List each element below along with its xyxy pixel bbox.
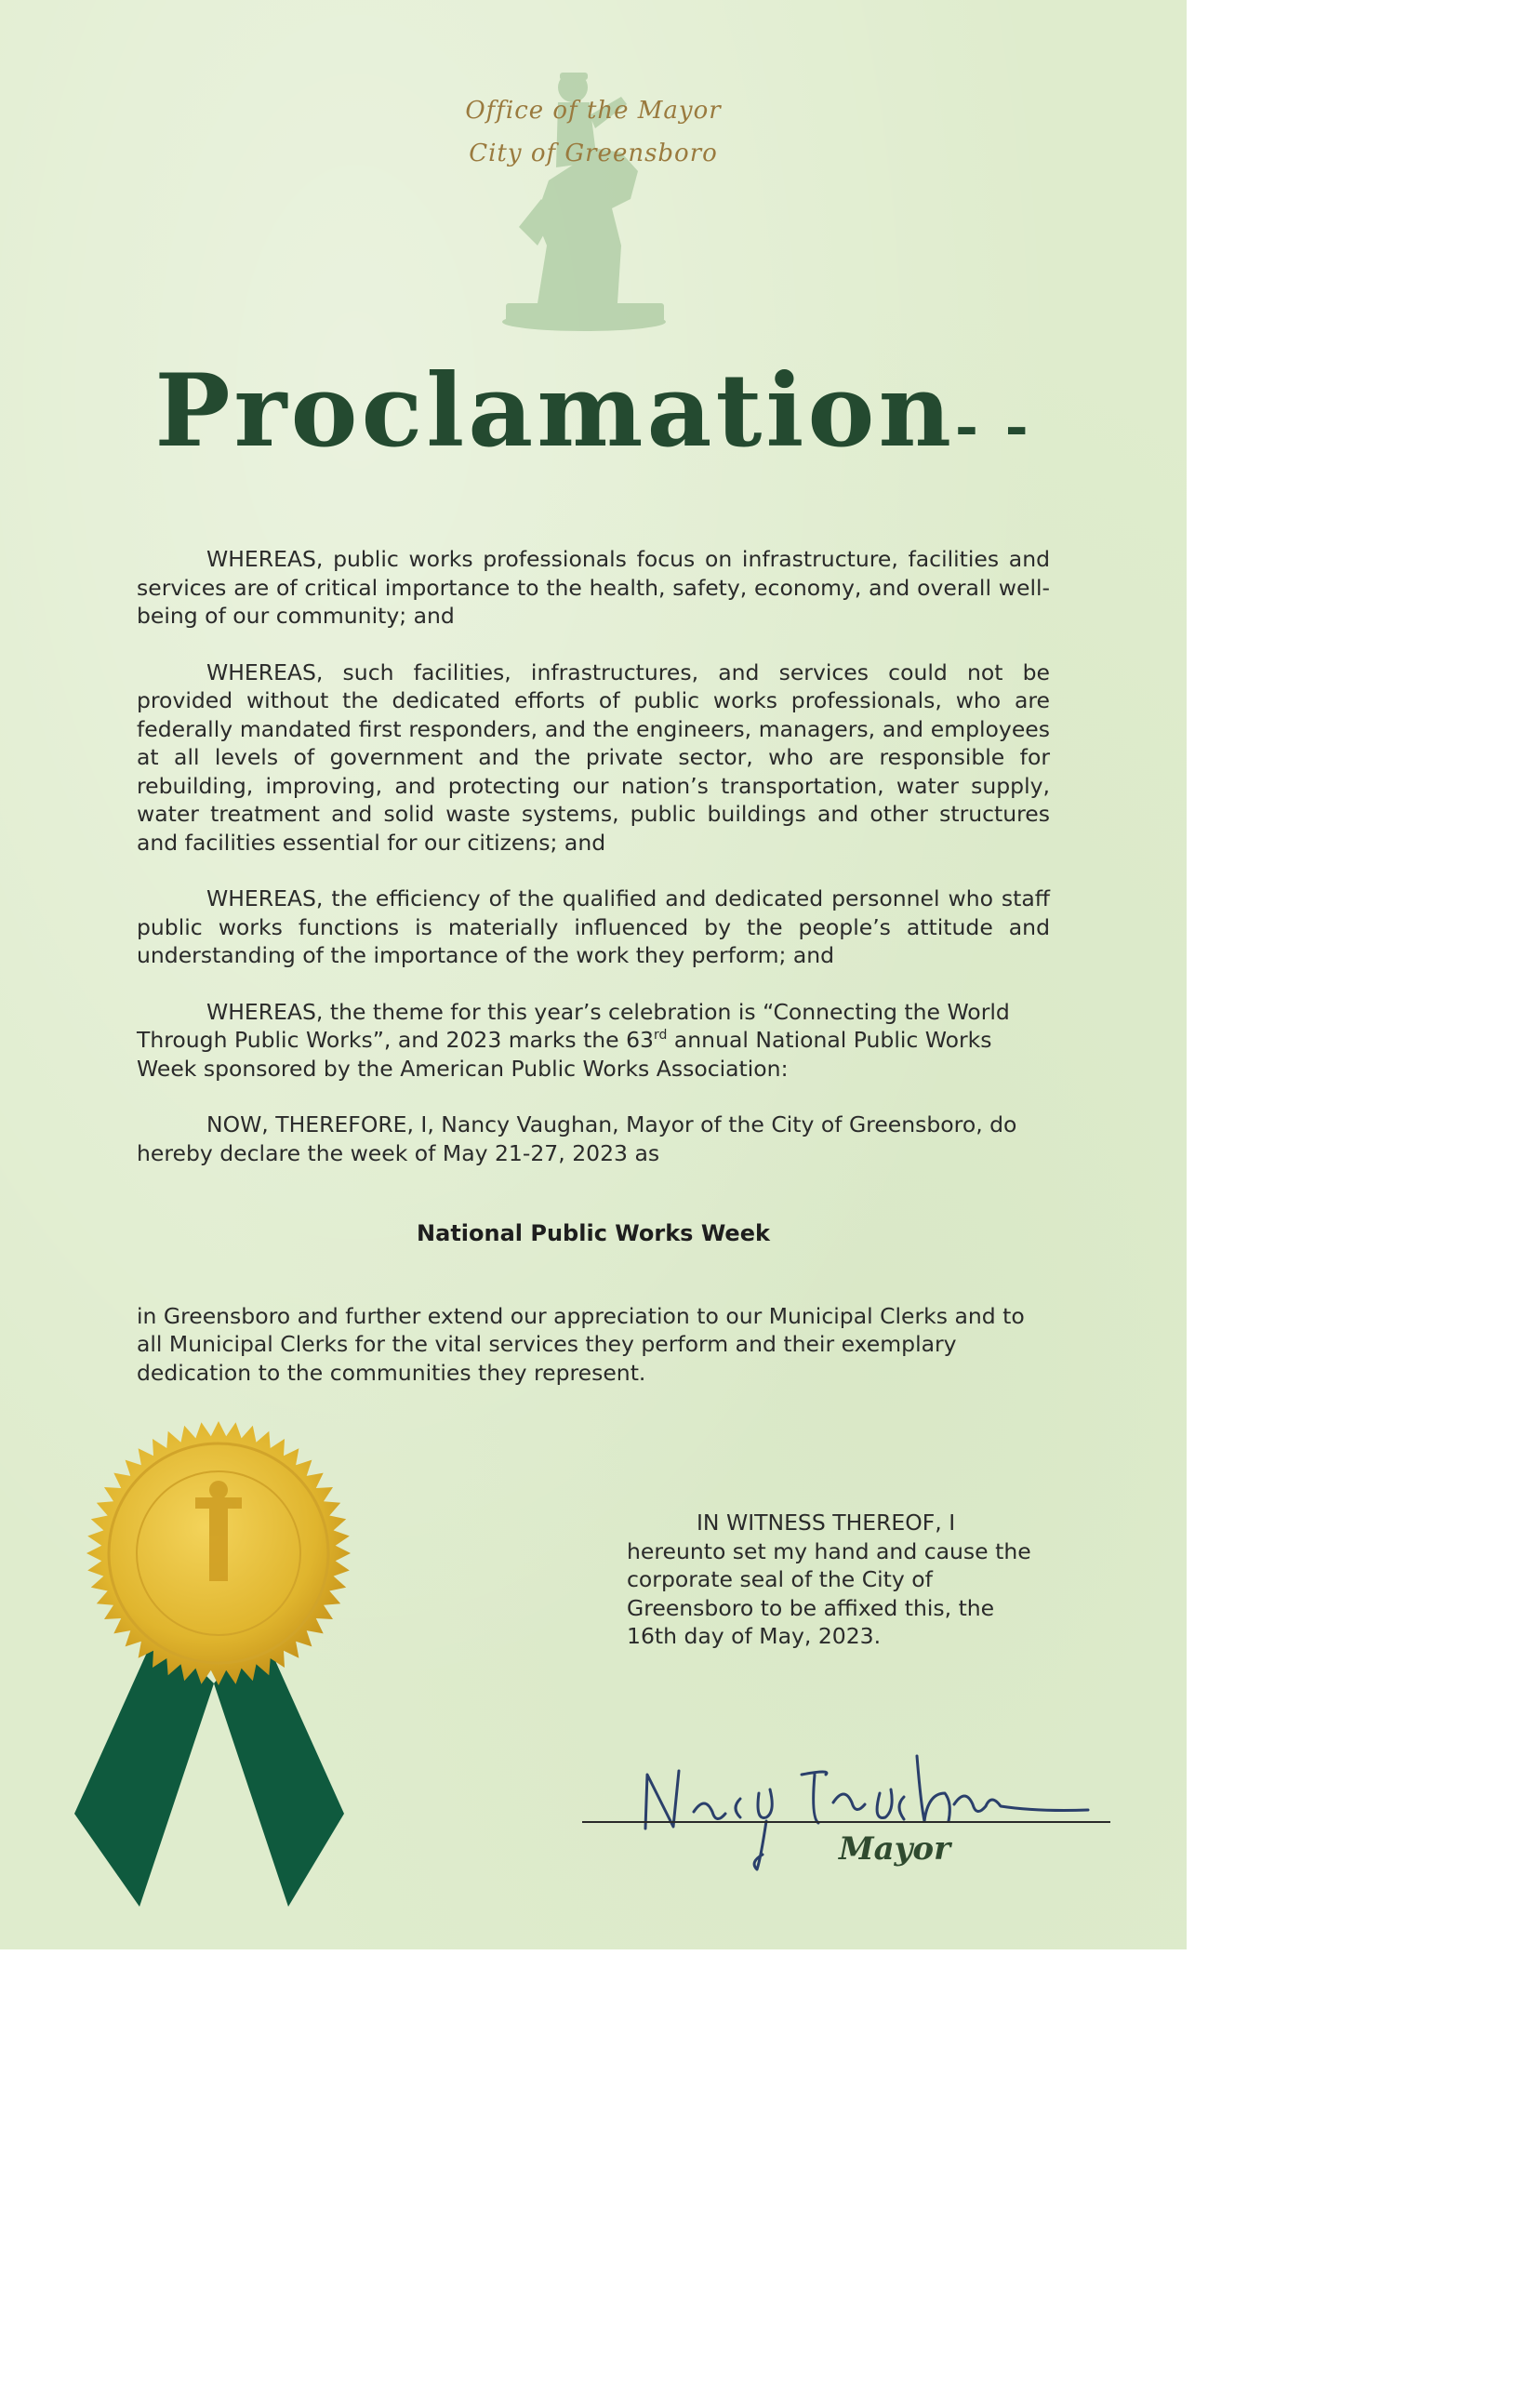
declaration-paragraph: NOW, THEREFORE, I, Nancy Vaughan, Mayor of the City of Greensboro, do hereby declare the week of May 21-27, 2023 as	[137, 1111, 1017, 1166]
witness-text: IN WITNESS THEREOF, I hereunto set my hand and cause the corporate seal of the City of Greensboro to be affixed this, the 16th day of May, 2023.	[627, 1510, 1031, 1649]
closing-paragraph: in Greensboro and further extend our appreciation to our Municipal Clerks and to all Municipal Clerks for the vital services they perform and their exemplary dedication to the communities they represent.	[137, 1302, 1025, 1386]
office-of-the-mayor: Office of the Mayor	[465, 97, 722, 125]
theme-part-1: WHEREAS, the theme for this year’s celebration is “Connecting the World Through Public Works”, and 2023 marks the 63	[137, 998, 1010, 1053]
city-of-greensboro: City of Greensboro	[469, 140, 718, 167]
ordinal-suffix: rd	[654, 1028, 668, 1044]
proclamation-title	[0, 352, 1187, 470]
week-heading: National Public Works Week	[417, 1220, 770, 1246]
theme-part-2: annual National Public Works Week sponsored by the American Public Works Association:	[137, 1027, 992, 1082]
whereas-paragraph-4	[137, 998, 1050, 1084]
title-suffix: - -	[954, 394, 1032, 459]
whereas-paragraph-2: WHEREAS, such facilities, infrastructures, and services could not be provided without the dedicated efforts of public works professionals, who are federally mandated first responders, and the engineers, managers, and employees at all levels of government and the private sector, who are responsible for rebuilding, improving, and protecting our nation’s transportation, water supply, water treatment and solid waste systems, public buildings and other structures and facilities essential for our citizens; and	[137, 658, 1050, 856]
whereas-paragraph-1: WHEREAS, public works professionals focus on infrastructure, facilities and services are of critical importance to the health, safety, economy, and overall well-being of our community; and	[137, 546, 1050, 629]
proclamation-body	[137, 545, 1050, 1415]
witness-block	[627, 1509, 1045, 1651]
signature-line	[582, 1821, 1110, 1823]
gold-seal-icon	[56, 1404, 409, 1944]
title-text: Proclamation	[154, 352, 955, 470]
whereas-paragraph-3: WHEREAS, the efficiency of the qualified and dedicated personnel who staff public works functions is materially influenced by the people’s attitude and understanding of the importance of the work they perform; and	[137, 885, 1050, 968]
mayor-label: Mayor	[838, 1830, 950, 1868]
